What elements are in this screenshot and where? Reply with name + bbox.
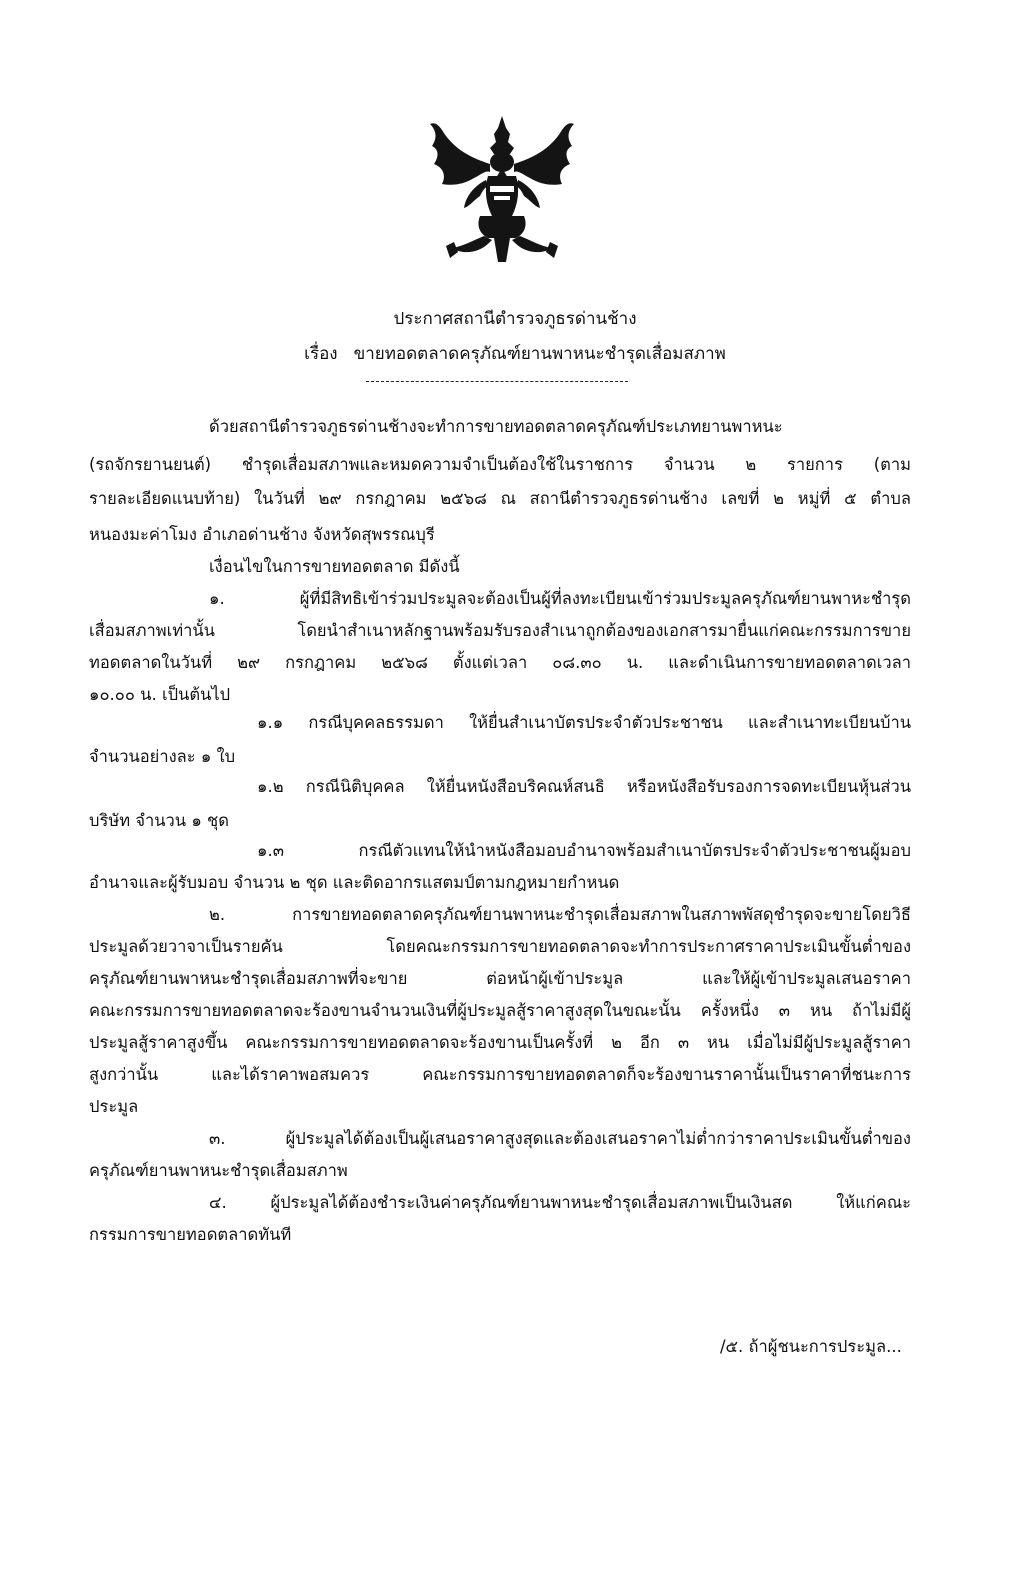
subject-text: ขายทอดตลาดครุภัณฑ์ยานพาหนะชำรุดเสื่อมสภาพ — [353, 344, 726, 364]
text-line: กรรมการขายทอดตลาดทันที — [89, 1225, 292, 1244]
intro-paragraph — [89, 412, 911, 550]
condition-item-1-2 — [89, 772, 911, 836]
text-line: ๔. ผู้ประมูลได้ต้องชำระเงินค่าครุภัณฑ์ยานพาหนะชำรุดเสื่อมสภาพเป็นเงินสด ให้แก่คณะ — [209, 1193, 911, 1212]
text-line: อำนาจและผู้รับมอบ จำนวน ๒ ชุด และติดอากรแสตมป์ตามกฎหมายกำหนด — [89, 873, 620, 892]
condition-item-1 — [89, 584, 911, 710]
text-line: ๑๐.๐๐ น. เป็นต้นไป — [89, 685, 231, 704]
text-line: บริษัท จำนวน ๑ ชุด — [89, 811, 229, 830]
text-line: ประมูล — [89, 1097, 139, 1116]
garuda-emblem — [424, 112, 580, 264]
condition-item-2 — [89, 900, 911, 1122]
text-line: ๒. การขายทอดตลาดครุภัณฑ์ยานพาหนะชำรุดเสื่อมสภาพในสภาพพัสดุชำรุดจะขายโดยวิธี — [209, 905, 911, 924]
text-line: ครุภัณฑ์ยานพาหนะชำรุดเสื่อมสภาพที่จะขาย ต่อหน้าผู้เข้าประมูล และให้ผู้เข้าประมูลเสนอราคา — [89, 969, 911, 988]
text-line: ประมูลสู้ราคาสูงขึ้น คณะกรรมการขายทอดตลาดจะร้องขานเป็นครั้งที่ ๒ อีก ๓ หน เมื่อไม่มีผู้ประมูลสู้ราคา — [89, 1033, 911, 1052]
condition-item-3 — [89, 1124, 911, 1186]
text-line: จำนวนอย่างละ ๑ ใบ — [89, 747, 236, 766]
title-divider — [366, 381, 628, 382]
text-line: ๑.๑ กรณีบุคคลธรรมดา ให้ยื่นสำเนาบัตรประจำตัวประชาชน และสำเนาทะเบียนบ้าน — [257, 713, 911, 732]
announcement-subject — [0, 341, 1030, 367]
text-line: เสื่อมสภาพเท่านั้น โดยนำสำเนาหลักฐานพร้อมรับรองสำเนาถูกต้องของเอกสารมายื่นแก่คณะกรรมการขาย — [89, 621, 911, 640]
announcement-title: ประกาศสถานีตำรวจภูธรด่านช้าง — [393, 309, 637, 329]
text-line: ด้วยสถานีตำรวจภูธรด่านช้างจะทำการขายทอดตลาดครุภัณฑ์ประเภทยานพาหนะ — [209, 417, 783, 436]
garuda-emblem-icon — [424, 112, 580, 264]
subject-label: เรื่อง — [304, 344, 338, 364]
text-line: (รถจักรยานยนต์) ชำรุดเสื่อมสภาพและหมดความจำเป็นต้องใช้ในราชการ จำนวน ๒ รายการ (ตาม — [89, 455, 911, 474]
text-line: หนองมะค่าโมง อำเภอด่านช้าง จังหวัดสุพรรณบุรี — [89, 525, 435, 544]
text-line: ทอดตลาดในวันที่ ๒๙ กรกฎาคม ๒๕๖๘ ตั้งแต่เวลา ๐๘.๓๐ น. และดำเนินการขายทอดตลาดเวลา — [89, 653, 911, 672]
continuation-note: /๕. ถ้าผู้ชนะการประมูล... — [720, 1337, 902, 1356]
text-line: คณะกรรมการขายทอดตลาดจะร้องขานจำนวนเงินที่ผู้ประมูลสู้ราคาสูงสุดในขณะนั้น ครั้งหนึ่ง ๓ หน ถ้าไม่มีผู้ — [89, 1001, 911, 1020]
text-line: ๑. ผู้ที่มีสิทธิเข้าร่วมประมูลจะต้องเป็นผู้ที่ลงทะเบียนเข้าร่วมประมูลครุภัณฑ์ยานพาหะชำรุด — [209, 589, 911, 608]
text-line: เงื่อนไขในการขายทอดตลาด มีดังนี้ — [209, 557, 460, 576]
text-line: ๑.๒ กรณีนิติบุคคล ให้ยื่นหนังสือบริคณห์สนธิ หรือหนังสือรับรองการจดทะเบียนหุ้นส่วน — [257, 777, 911, 796]
text-line: รายละเอียดแนบท้าย) ในวันที่ ๒๙ กรกฎาคม ๒๕๖๘ ณ สถานีตำรวจภูธรด่านช้าง เลขที่ ๒ หมู่ที่ ๕ ตำบล — [89, 489, 911, 508]
condition-item-4 — [89, 1188, 911, 1250]
text-line: ๓. ผู้ประมูลได้ต้องเป็นผู้เสนอราคาสูงสุดและต้องเสนอราคาไม่ต่ำกว่าราคาประเมินขั้นต่ำของ — [209, 1129, 911, 1148]
condition-item-1-3 — [89, 836, 911, 898]
text-line: ครุภัณฑ์ยานพาหนะชำรุดเสื่อมสภาพ — [89, 1161, 348, 1180]
text-line: ประมูลด้วยวาจาเป็นรายคัน โดยคณะกรรมการขายทอดตลาดจะทำการประกาศราคาประเมินขั้นต่ำของ — [89, 937, 911, 956]
text-line: ๑.๓ กรณีตัวแทนให้นำหนังสือมอบอำนาจพร้อมสำเนาบัตรประจำตัวประชาชนผู้มอบ — [257, 841, 911, 860]
text-line: สูงกว่านั้น และได้ราคาพอสมควร คณะกรรมการขายทอดตลาดก็จะร้องขานราคานั้นเป็นราคาที่ชนะการ — [89, 1065, 911, 1084]
condition-item-1-1 — [89, 708, 911, 772]
conditions-heading — [89, 552, 911, 582]
